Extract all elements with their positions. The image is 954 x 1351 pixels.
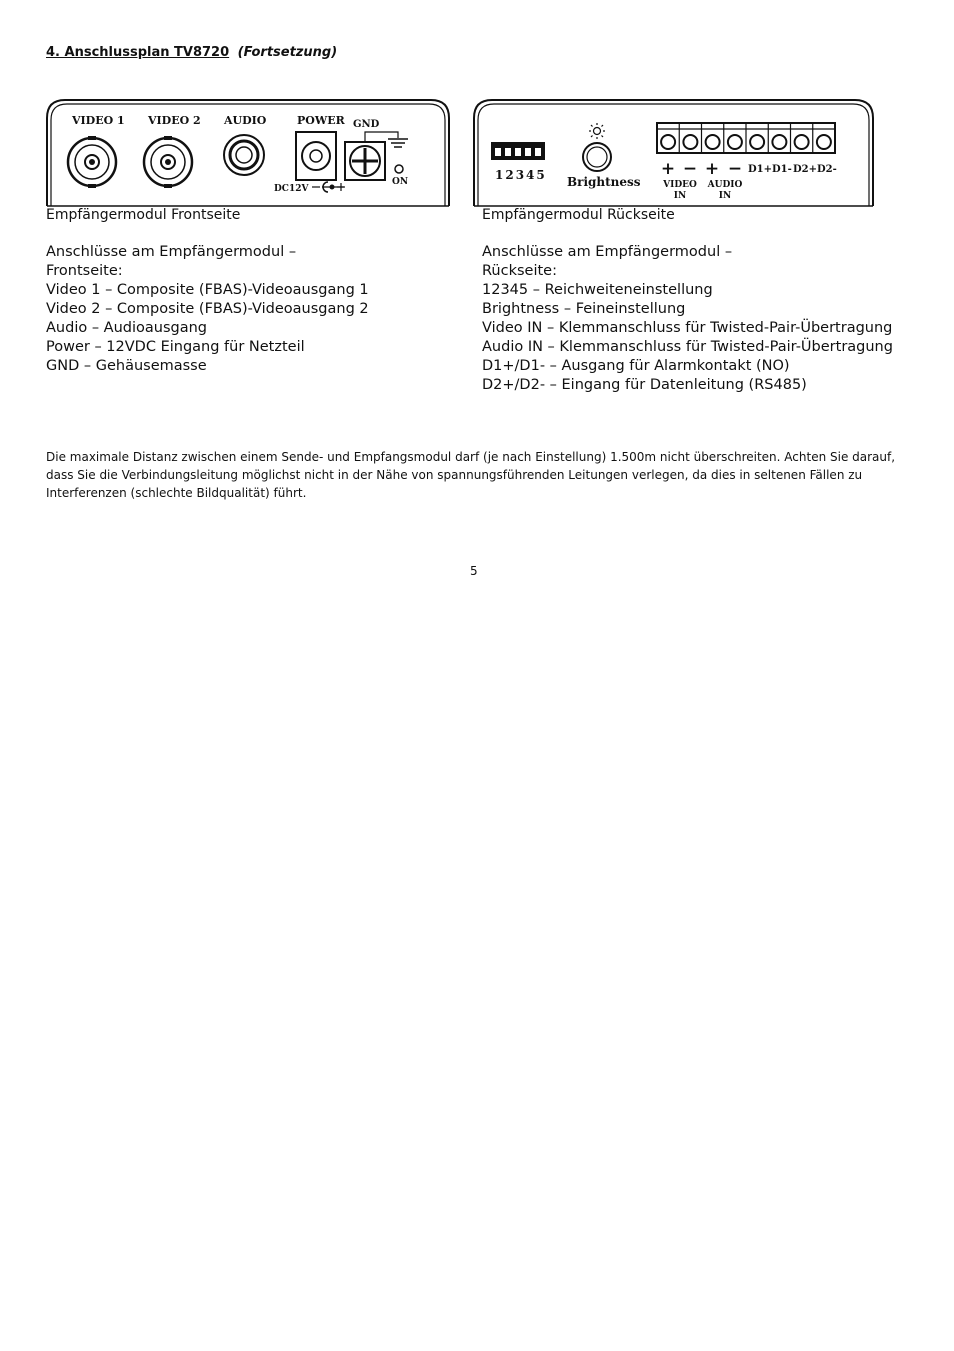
section-heading — [46, 45, 337, 60]
power-jack-icon — [296, 132, 336, 180]
list-item: Power – 12VDC Eingang für Netzteil — [46, 339, 305, 355]
bnc-video1-icon — [68, 136, 116, 188]
label-audio-in-2: IN — [718, 191, 732, 201]
rear-connections-list — [482, 243, 893, 395]
label-plus2: + — [704, 159, 720, 179]
label-video-in-1: VIDEO — [663, 180, 697, 190]
front-heading-line2: Frontseite: — [46, 263, 123, 279]
label-audio-in-1: AUDIO — [707, 180, 743, 190]
led-indicator-icon — [395, 165, 403, 173]
label-video1: VIDEO 1 — [72, 114, 125, 127]
label-power: POWER — [297, 114, 345, 127]
rear-heading-line1: Anschlüsse am Empfängermodul – — [482, 244, 733, 260]
label-dc12v: DC12V — [274, 184, 309, 194]
list-item: Video 1 – Composite (FBAS)-Videoausgang 1 — [46, 282, 369, 298]
label-d2: D2+D2- — [793, 164, 837, 175]
list-item: Audio – Audioausgang — [46, 320, 208, 336]
label-video-in-2: IN — [673, 191, 687, 201]
list-item: Video IN – Klemmanschluss für Twisted-Pair-Übertragung — [482, 320, 893, 336]
label-plus1: + — [660, 159, 676, 179]
label-gnd: GND — [353, 119, 380, 130]
dip-switch-icon — [491, 142, 545, 160]
sun-icon — [589, 123, 605, 139]
front-panel-diagram — [44, 96, 452, 208]
section-subtitle: (Fortsetzung) — [237, 45, 338, 60]
ground-symbol-icon — [388, 139, 408, 147]
front-panel-caption: Empfängermodul Frontseite — [46, 207, 241, 223]
label-audio: AUDIO — [224, 114, 267, 127]
audio-jack-icon — [224, 135, 264, 175]
front-connections-list — [46, 243, 369, 376]
label-video2: VIDEO 2 — [148, 114, 201, 127]
rear-panel-diagram — [471, 96, 877, 208]
polarity-symbol-icon — [312, 182, 345, 192]
list-item: Audio IN – Klemmanschluss für Twisted-Pair-Übertragung — [482, 339, 893, 355]
rear-heading-line2: Rückseite: — [482, 263, 557, 279]
label-minus2: − — [727, 159, 743, 179]
list-item: Video 2 – Composite (FBAS)-Videoausgang 2 — [46, 301, 369, 317]
rear-panel-caption: Empfängermodul Rückseite — [482, 207, 675, 223]
label-minus1: − — [682, 159, 698, 179]
label-d1: D1+D1- — [748, 164, 792, 175]
front-heading-line1: Anschlüsse am Empfängermodul – — [46, 244, 297, 260]
list-item: 12345 – Reichweiteneinstellung — [482, 282, 713, 298]
list-item: GND – Gehäusemasse — [46, 358, 207, 374]
bnc-video2-icon — [144, 136, 192, 188]
terminal-block-icon — [657, 123, 835, 153]
list-item: D1+/D1- – Ausgang für Alarmkontakt (NO) — [482, 358, 790, 374]
page-number: 5 — [470, 564, 478, 578]
label-on: ON — [392, 177, 409, 187]
list-item: Brightness – Feineinstellung — [482, 301, 686, 317]
brightness-knob-icon — [583, 143, 611, 171]
list-item: D2+/D2- – Eingang für Datenleitung (RS485) — [482, 377, 807, 393]
distance-note-paragraph: Die maximale Distanz zwischen einem Sende- und Empfangsmodul darf (je nach Einstellung) 1.500m nicht überschreiten. Achten Sie darauf, dass Sie die Verbindungsleitung möglichst nicht in der Nähe von spannungsführenden Leitungen verlegen, da dies in seltenen Fällen zu Interferenzen (schlechte Bildqualität) führt. — [46, 450, 896, 500]
label-brightness: Brightness — [567, 175, 641, 189]
section-title: 4. Anschlussplan TV8720 — [46, 45, 230, 60]
label-dip: 12345 — [495, 168, 547, 182]
